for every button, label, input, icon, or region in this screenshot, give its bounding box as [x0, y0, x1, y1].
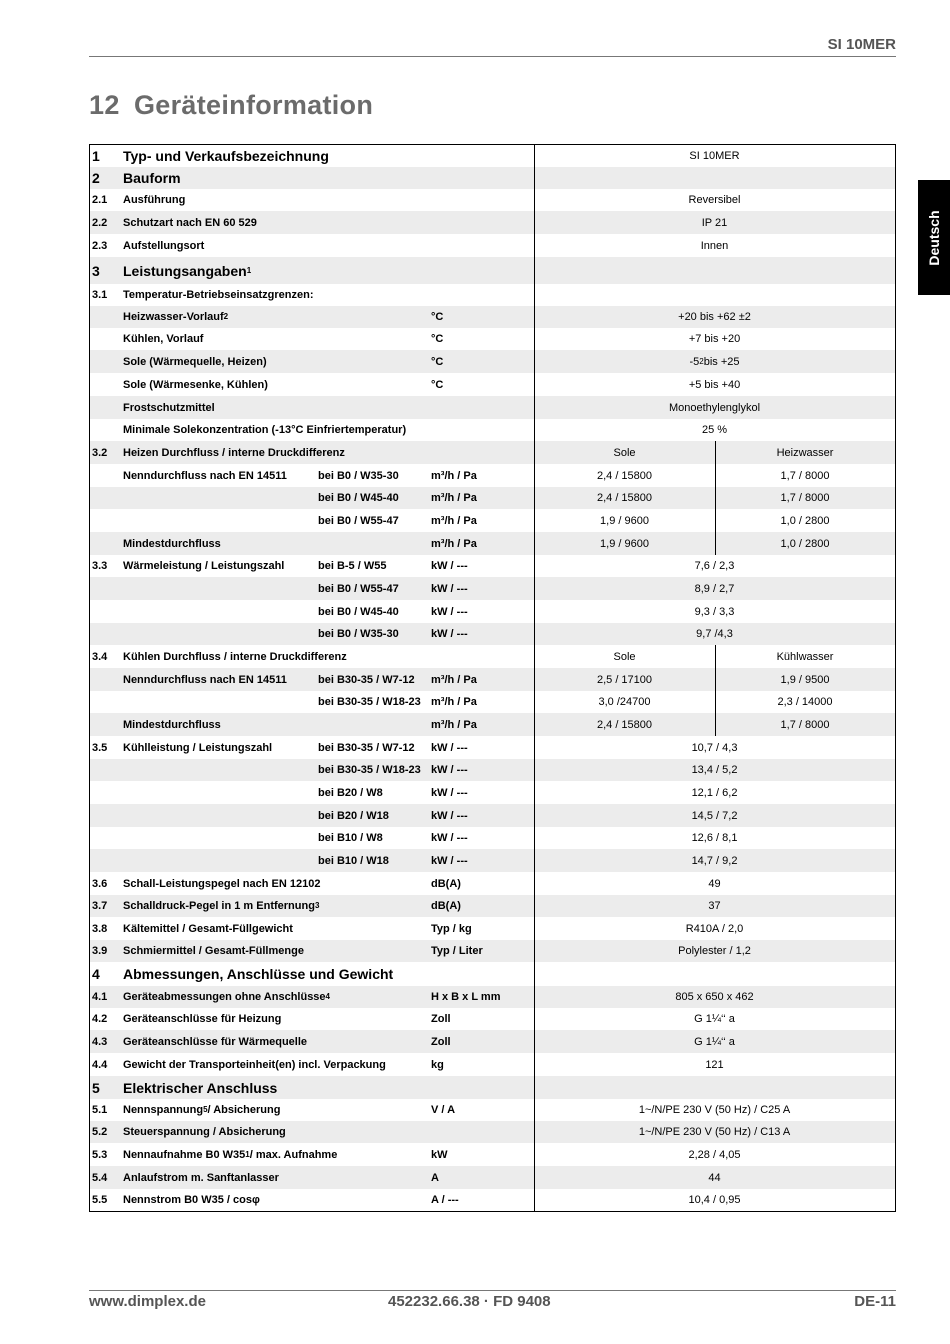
row-value: 9,7 /4,3 — [696, 628, 733, 640]
row-value-sink: Kühlwasser — [776, 650, 834, 663]
row-label: Aufstellungsort — [123, 239, 205, 252]
table-row — [90, 350, 895, 373]
row-unit: °C — [431, 355, 444, 368]
row-label: Sole (Wärmequelle, Heizen) — [123, 355, 267, 368]
table-row — [90, 211, 895, 234]
row-unit: Zoll — [431, 1035, 451, 1048]
row-label: Kühlleistung / Leistungszahl — [123, 741, 273, 754]
row-value-source: 3,0 /24700 — [598, 696, 651, 708]
row-value-source: 2,4 / 15800 — [596, 718, 653, 731]
row-value: -5 2 bis +25 — [689, 355, 740, 368]
row-value: Polylester / 1,2 — [678, 945, 751, 957]
row-unit: kg — [431, 1058, 444, 1071]
table-row — [90, 1053, 895, 1076]
row-label: Nenndurchfluss nach EN 14511 — [123, 469, 287, 482]
table-row — [90, 849, 895, 872]
split-divider — [715, 645, 716, 668]
row-value: Reversibel — [688, 194, 741, 206]
row-number: 4 — [92, 966, 100, 982]
row-unit: kW / --- — [431, 786, 468, 799]
row-number: 5.4 — [92, 1171, 108, 1184]
row-value: 13,4 / 5,2 — [691, 764, 738, 776]
row-value: Innen — [700, 239, 729, 252]
row-label: Nennaufnahme B0 W35 1 / max. Aufnahme — [123, 1148, 338, 1161]
row-number: 5.3 — [92, 1148, 108, 1161]
table-row — [90, 781, 895, 804]
row-value: 12,6 / 8,1 — [691, 832, 738, 844]
row-label: Heizen Durchfluss / interne Druckdifferenz — [123, 446, 345, 459]
row-number: 3.7 — [92, 900, 108, 912]
row-number: 3.2 — [92, 446, 108, 459]
row-unit: Typ / kg — [431, 922, 472, 935]
split-divider — [715, 532, 716, 555]
language-tab-label: Deutsch — [926, 209, 942, 266]
row-value: 8,9 / 2,7 — [694, 582, 735, 595]
row-value-source: 1,9 / 9600 — [600, 537, 649, 550]
row-condition: bei B20 / W8 — [318, 786, 383, 799]
row-value: R410A / 2,0 — [685, 922, 744, 935]
row-value: 10,7 / 4,3 — [691, 741, 738, 754]
row-label: Anlaufstrom m. Sanftanlasser — [123, 1171, 279, 1184]
row-value-sink: 1,7 / 8000 — [780, 469, 830, 482]
row-value-source: 2,4 / 15800 — [596, 492, 653, 504]
row-condition: bei B30-35 / W7-12 — [318, 673, 415, 686]
section-row — [90, 962, 895, 986]
table-row — [90, 1030, 895, 1053]
row-condition: bei B20 / W18 — [318, 809, 389, 822]
row-number: 3 — [92, 262, 100, 279]
row-label: Nennspannung 5 / Absicherung — [123, 1104, 281, 1116]
row-number: 3.5 — [92, 741, 108, 754]
section-row — [90, 145, 895, 167]
row-label: Schutzart nach EN 60 529 — [123, 216, 257, 229]
row-value: 44 — [708, 1171, 721, 1184]
row-condition: bei B-5 / W55 — [318, 560, 387, 572]
table-row — [90, 940, 895, 962]
row-condition: bei B0 / W55-47 — [318, 582, 399, 595]
row-value: Monoethylenglykol — [668, 401, 761, 414]
row-unit: Typ / Liter — [431, 945, 483, 957]
row-value-source: Sole — [613, 446, 636, 459]
row-number: 4.1 — [92, 991, 108, 1003]
table-row — [90, 419, 895, 441]
table-row — [90, 189, 895, 211]
row-number: 5.1 — [92, 1104, 108, 1116]
header-divider — [89, 56, 896, 57]
row-unit: dB(A) — [431, 900, 461, 912]
row-label: Frostschutzmittel — [123, 401, 215, 414]
row-unit: kW / --- — [431, 854, 468, 867]
row-label: Kühlen, Vorlauf — [123, 333, 204, 345]
table-row — [90, 986, 895, 1008]
row-value: G 1¼‘‘ a — [694, 1013, 735, 1025]
table-row — [90, 487, 895, 509]
row-value: 37 — [708, 900, 721, 912]
row-unit: Zoll — [431, 1013, 451, 1025]
table-row — [90, 555, 895, 577]
row-unit: kW / --- — [431, 628, 468, 640]
row-label: Sole (Wärmesenke, Kühlen) — [123, 378, 268, 391]
row-value-source: 2,4 / 15800 — [596, 469, 653, 482]
row-value: 49 — [708, 877, 721, 890]
section-title: Geräteinformation — [134, 90, 374, 120]
row-condition: bei B30-35 / W18-23 — [318, 696, 421, 708]
row-label: Schall-Leistungspegel nach EN 12102 — [123, 877, 321, 890]
row-number: 5.5 — [92, 1194, 108, 1206]
row-label: Geräteabmessungen ohne Anschlüsse 4 — [123, 991, 330, 1003]
row-number: 3.1 — [92, 289, 108, 301]
row-label: Nenndurchfluss nach EN 14511 — [123, 673, 287, 686]
row-condition: bei B30-35 / W18-23 — [318, 764, 421, 776]
row-value: 121 — [705, 1058, 724, 1071]
row-number: 1 — [92, 148, 100, 164]
row-label: Schmiermittel / Gesamt-Füllmenge — [123, 945, 304, 957]
table-row — [90, 895, 895, 917]
row-label: Ausführung — [123, 194, 186, 206]
language-tab[interactable] — [918, 180, 950, 295]
row-unit: A — [431, 1171, 439, 1184]
table-row — [90, 917, 895, 940]
row-unit: dB(A) — [431, 877, 461, 890]
row-unit: kW / --- — [431, 764, 468, 776]
table-row — [90, 827, 895, 849]
row-label: Schalldruck-Pegel in 1 m Entfernung 3 — [123, 900, 320, 912]
row-unit: V / A — [431, 1104, 456, 1116]
row-unit: H x B x L mm — [431, 991, 501, 1003]
footer-divider — [89, 1290, 896, 1291]
table-row — [90, 306, 895, 328]
row-number: 4.2 — [92, 1013, 108, 1025]
row-unit: kW / --- — [431, 582, 468, 595]
row-value-source: Sole — [613, 650, 636, 663]
row-unit: m³/h / Pa — [431, 469, 477, 482]
section-row — [90, 167, 895, 189]
row-value: 1~/N/PE 230 V (50 Hz) / C25 A — [638, 1104, 791, 1116]
table-row — [90, 509, 895, 532]
row-value: 12,1 / 6,2 — [691, 786, 738, 799]
row-number: 3.6 — [92, 877, 108, 890]
row-value-sink: 1,7 / 8000 — [780, 718, 830, 731]
row-label: Typ- und Verkaufsbezeichnung — [123, 148, 329, 164]
row-condition: bei B0 / W45-40 — [318, 492, 399, 504]
row-value: +20 bis +62 ±2 — [678, 311, 751, 323]
row-label: Elektrischer Anschluss — [123, 1079, 278, 1096]
row-value-sink: 2,3 / 14000 — [777, 696, 833, 708]
row-value-sink: 1,7 / 8000 — [780, 492, 830, 504]
row-value: 7,6 / 2,3 — [694, 560, 735, 572]
row-number: 5 — [92, 1079, 100, 1096]
table-row — [90, 668, 895, 691]
split-divider — [715, 464, 716, 487]
row-number: 3.4 — [92, 650, 108, 663]
table-row — [90, 1189, 895, 1211]
row-number: 5.2 — [92, 1126, 108, 1138]
row-value: G 1¼‘‘ a — [694, 1035, 735, 1048]
split-divider — [715, 668, 716, 691]
row-condition: bei B0 / W35-30 — [318, 469, 399, 482]
row-unit: A / --- — [431, 1194, 459, 1206]
row-label: Leistungsangaben 1 — [123, 262, 252, 279]
row-number: 3.8 — [92, 922, 108, 935]
row-condition: bei B0 / W35-30 — [318, 628, 399, 640]
row-label: Steuerspannung / Absicherung — [123, 1126, 286, 1138]
split-divider — [715, 441, 716, 464]
row-value-sink: 1,0 / 2800 — [780, 514, 830, 527]
table-row — [90, 441, 895, 464]
row-value: 14,5 / 7,2 — [691, 809, 738, 822]
row-unit: kW — [431, 1148, 448, 1161]
row-unit: °C — [431, 311, 444, 323]
table-row — [90, 1143, 895, 1166]
header-model-name: SI 10MER — [827, 36, 896, 53]
row-label: Gewicht der Transporteinheit(en) incl. Verpackung — [123, 1058, 386, 1071]
table-row — [90, 234, 895, 257]
row-unit: °C — [431, 333, 444, 345]
row-unit: m³/h / Pa — [431, 673, 477, 686]
row-value: 805 x 650 x 462 — [675, 991, 754, 1003]
section-number: 12 — [89, 90, 120, 120]
table-row — [90, 328, 895, 350]
table-row — [90, 804, 895, 827]
table-row — [90, 577, 895, 600]
spec-table — [89, 144, 896, 1212]
table-row — [90, 736, 895, 759]
row-condition: bei B0 / W45-40 — [318, 605, 399, 618]
row-label: Abmessungen, Anschlüsse und Gewicht — [123, 966, 394, 982]
row-label: Temperatur-Betriebseinsatzgrenzen: — [123, 289, 314, 301]
row-value: 2,28 / 4,05 — [688, 1148, 741, 1161]
row-unit: m³/h / Pa — [431, 537, 477, 550]
row-value: 25 % — [701, 424, 728, 436]
table-row — [90, 1099, 895, 1121]
row-number: 2 — [92, 170, 100, 186]
row-value: 9,3 / 3,3 — [694, 605, 735, 618]
table-row — [90, 759, 895, 781]
row-value-sink: Heizwasser — [776, 446, 834, 459]
row-unit: kW / --- — [431, 560, 468, 572]
table-row — [90, 713, 895, 736]
row-unit: kW / --- — [431, 809, 468, 822]
page-title — [89, 90, 373, 121]
row-number: 2.1 — [92, 194, 108, 206]
row-number: 4.4 — [92, 1058, 108, 1071]
row-condition: bei B10 / W18 — [318, 854, 389, 867]
row-unit: kW / --- — [431, 832, 468, 844]
row-label: Kühlen Durchfluss / interne Druckdifferenz — [123, 650, 347, 663]
row-number: 2.2 — [92, 216, 108, 229]
row-unit: kW / --- — [431, 741, 468, 754]
row-value: +7 bis +20 — [688, 333, 741, 345]
row-unit: kW / --- — [431, 605, 468, 618]
table-row — [90, 872, 895, 895]
row-value: SI 10MER — [689, 150, 740, 162]
split-divider — [715, 487, 716, 509]
row-label: Mindestdurchfluss — [123, 718, 221, 731]
row-label: Minimale Solekonzentration (-13°C Einfriertemperatur) — [123, 424, 407, 436]
row-number: 4.3 — [92, 1035, 108, 1048]
row-unit: m³/h / Pa — [431, 718, 477, 731]
footer-doc-number: 452232.66.38 · FD 9408 — [388, 1293, 551, 1310]
row-label: Geräteanschlüsse für Wärmequelle — [123, 1035, 308, 1048]
row-value-sink: 1,0 / 2800 — [780, 537, 830, 550]
row-number: 3.9 — [92, 945, 108, 957]
footer-page-number: DE-11 — [854, 1293, 896, 1310]
table-row — [90, 645, 895, 668]
row-number: 3.3 — [92, 560, 108, 572]
row-label: Kältemittel / Gesamt-Füllgewicht — [123, 922, 293, 935]
row-value: IP 21 — [701, 216, 728, 229]
table-row — [90, 691, 895, 713]
table-row — [90, 464, 895, 487]
table-row — [90, 1166, 895, 1189]
section-row — [90, 257, 895, 284]
row-unit: °C — [431, 378, 444, 391]
row-condition: bei B10 / W8 — [318, 832, 383, 844]
row-value: 1~/N/PE 230 V (50 Hz) / C13 A — [638, 1126, 791, 1138]
row-label: Wärmeleistung / Leistungszahl — [123, 560, 285, 572]
table-row — [90, 284, 895, 306]
row-label: Geräteanschlüsse für Heizung — [123, 1013, 282, 1025]
footer-website[interactable]: www.dimplex.de — [89, 1293, 206, 1310]
value-column-divider — [534, 145, 535, 1211]
row-unit: m³/h / Pa — [431, 696, 477, 708]
table-row — [90, 623, 895, 645]
table-row — [90, 1008, 895, 1030]
row-number: 2.3 — [92, 239, 108, 252]
row-value-source: 1,9 / 9600 — [600, 514, 649, 527]
table-row — [90, 373, 895, 396]
split-divider — [715, 713, 716, 736]
row-label: Heizwasser-Vorlauf 2 — [123, 311, 229, 323]
row-label: Nennstrom B0 W35 / cosφ — [123, 1194, 260, 1206]
row-condition: bei B0 / W55-47 — [318, 514, 399, 527]
table-row — [90, 1121, 895, 1143]
row-value: 10,4 / 0,95 — [688, 1194, 741, 1206]
row-unit: m³/h / Pa — [431, 514, 477, 527]
row-unit: m³/h / Pa — [431, 492, 477, 504]
table-row — [90, 532, 895, 555]
split-divider — [715, 691, 716, 713]
row-value: +5 bis +40 — [688, 378, 741, 391]
row-label: Mindestdurchfluss — [123, 537, 221, 550]
row-label: Bauform — [123, 170, 181, 186]
row-value-source: 2,5 / 17100 — [596, 673, 653, 686]
row-condition: bei B30-35 / W7-12 — [318, 741, 415, 754]
table-row — [90, 396, 895, 419]
row-value: 14,7 / 9,2 — [691, 854, 738, 867]
table-row — [90, 600, 895, 623]
section-row — [90, 1076, 895, 1099]
split-divider — [715, 509, 716, 532]
row-value-sink: 1,9 / 9500 — [780, 673, 830, 686]
